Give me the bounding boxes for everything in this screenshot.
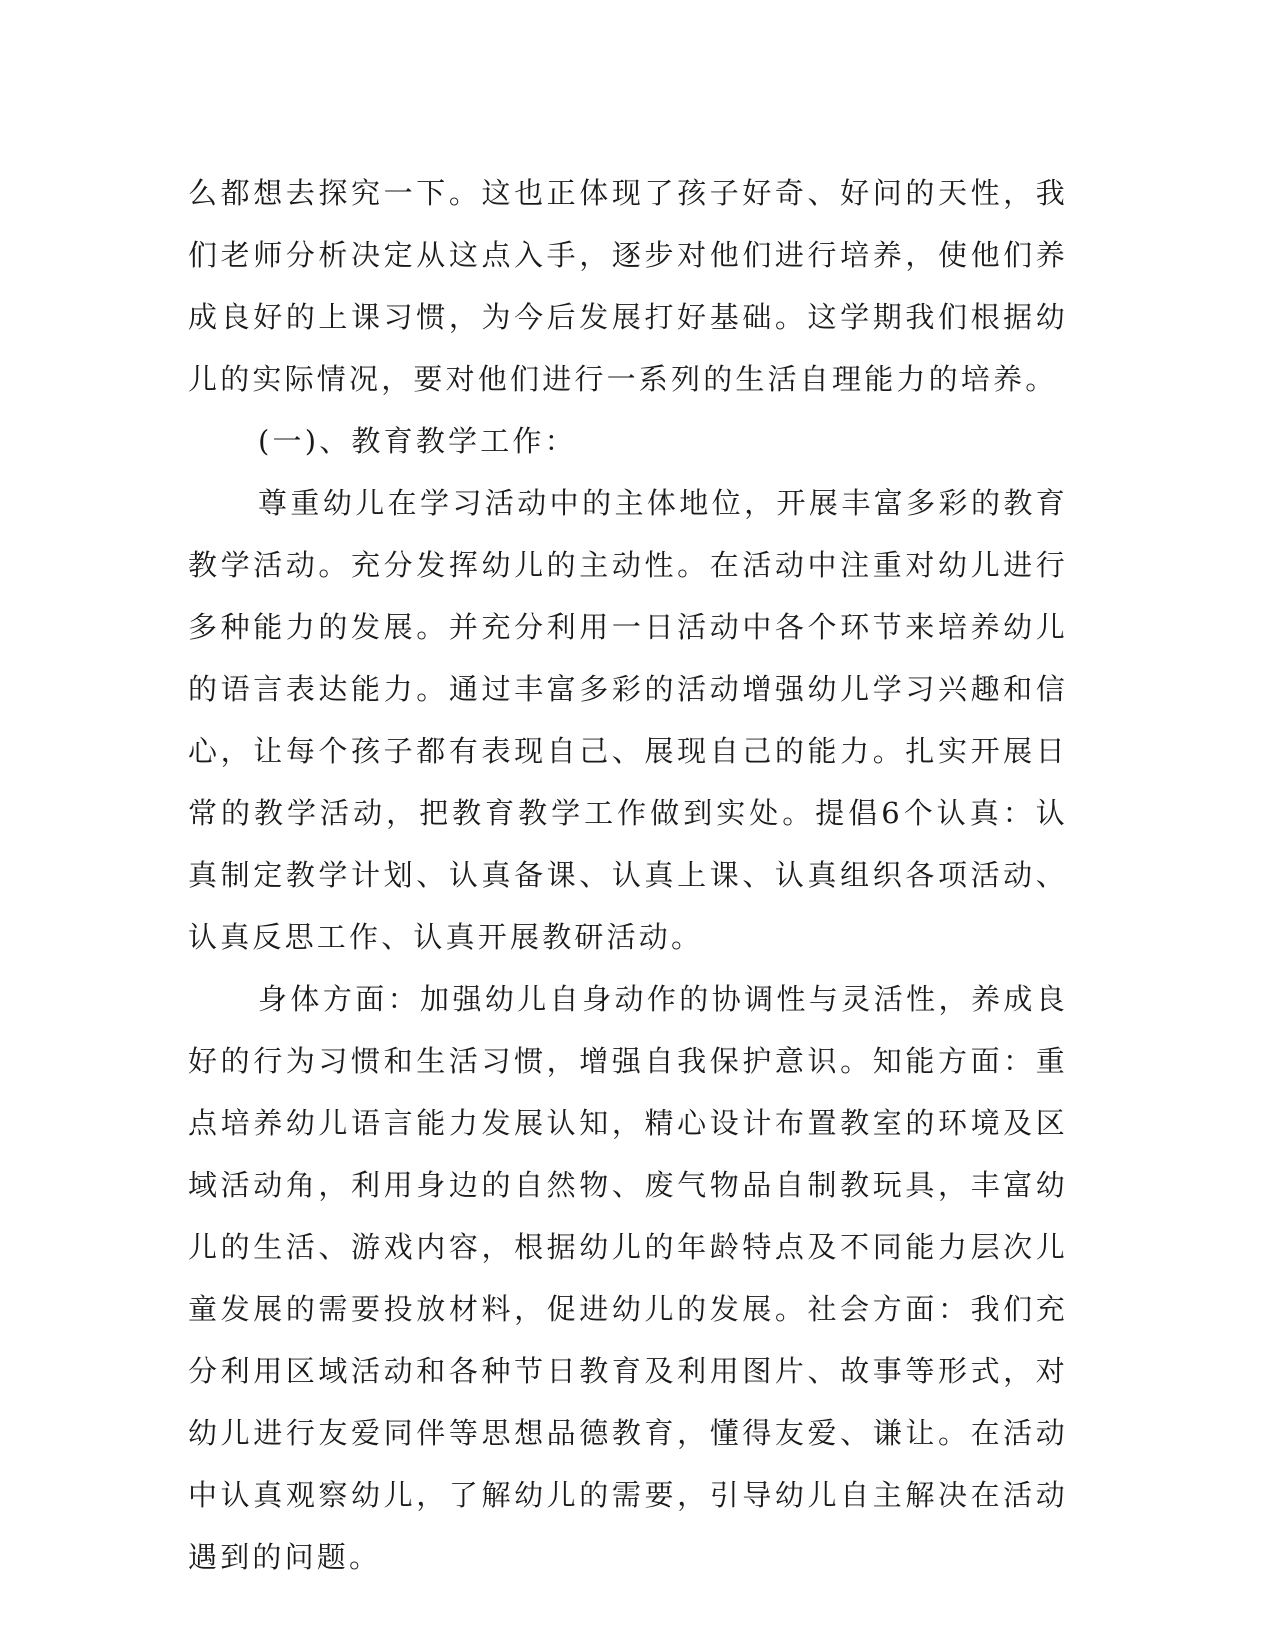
section-heading-teaching: (一)、教育教学工作： [258,424,577,458]
paragraph-intro: 么都想去探究一下。这也正体现了孩子好奇、好问的天性，我们老师分析决定从这点入手，逐步对他们进行培养，使他们养成良好的上课习惯，为今后发展打好基础。这学期我们根据幼儿的实际情况，要对他们进行一系列的生活自理能力的培养。 [188,176,1068,396]
paragraph-development: 身体方面：加强幼儿自身动作的协调性与灵活性，养成良好的行为习惯和生活习惯，增强自我保护意识。知能方面：重点培养幼儿语言能力发展认知，精心设计布置教室的环境及区域活动角，利用身边的自然物、废气物品自制教玩具，丰富幼儿的生活、游戏内容，根据幼儿的年龄特点及不同能力层次儿童发展的需要投放材料，促进幼儿的发展。社会方面：我们充分利用区域活动和各种节日教育及利用图片、故事等形式，对幼儿进行友爱同伴等思想品德教育，懂得友爱、谦让。在活动中认真观察幼儿，了解幼儿的需要，引导幼儿自主解决在活动遇到的问题。 [188,982,1068,1574]
paragraph-teaching: 尊重幼儿在学习活动中的主体地位，开展丰富多彩的教育教学活动。充分发挥幼儿的主动性。在活动中注重对幼儿进行多种能力的发展。并充分利用一日活动中各个环节来培养幼儿的语言表达能力。通过丰富多彩的活动增强幼儿学习兴趣和信心，让每个孩子都有表现自己、展现自己的能力。扎实开展日常的教学活动，把教育教学工作做到实处。提倡6个认真：认真制定教学计划、认真备课、认真上课、认真组织各项活动、认真反思工作、认真开展教研活动。 [188,486,1068,954]
document-body [188,162,1068,1588]
